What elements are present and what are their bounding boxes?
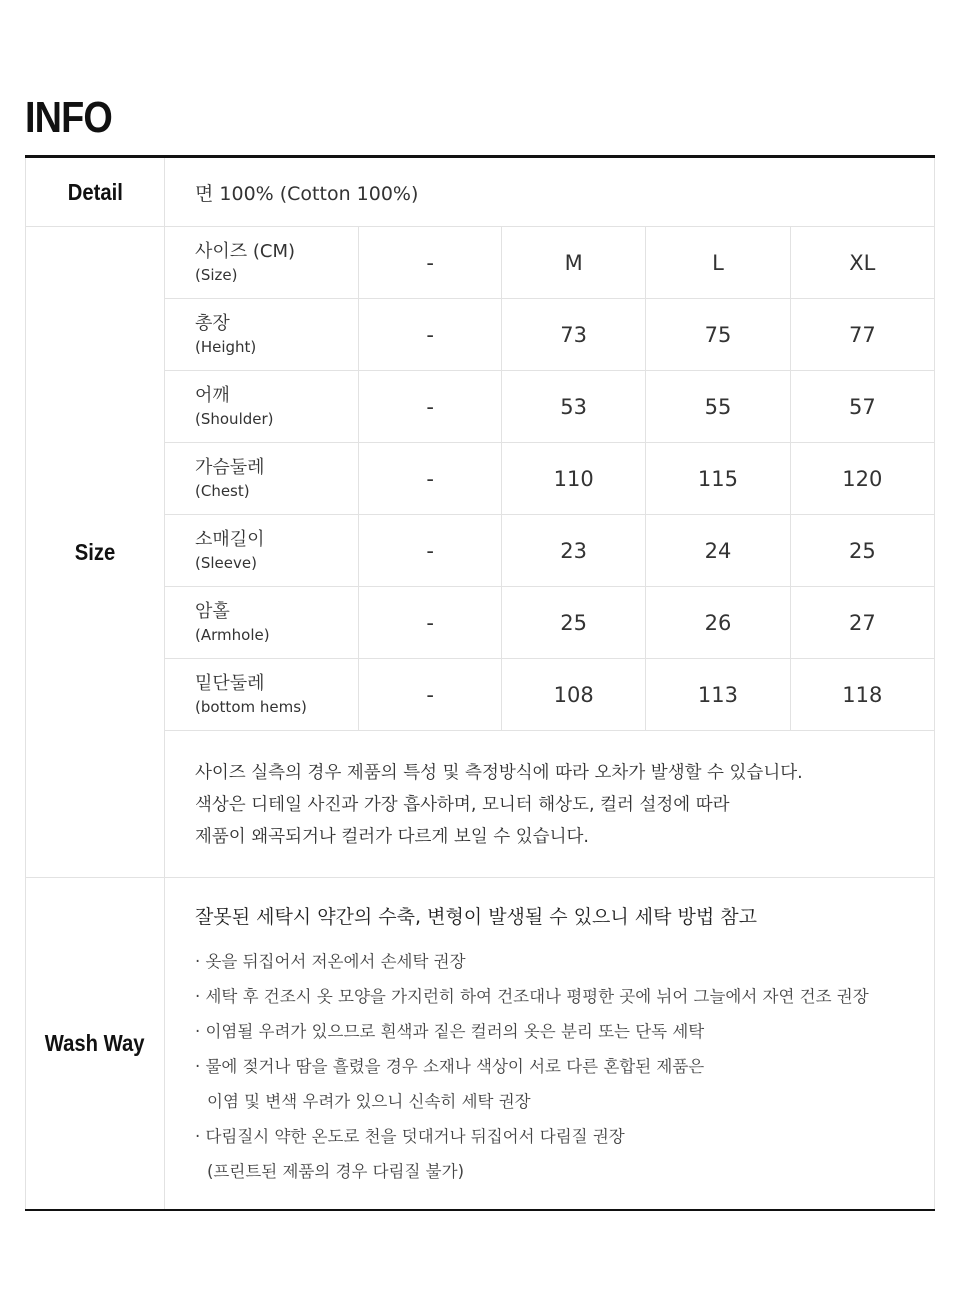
wash-item: 이염 및 변색 우려가 있으니 신속히 세탁 권장 [207,1092,531,1111]
detail-label: Detail [25,158,165,226]
measure-value: - [359,659,502,731]
measure-name: 소매길이 (Sleeve) [165,515,359,587]
measure-value: 77 [790,299,934,371]
wash-content [165,878,935,1209]
measure-value: 57 [790,371,934,443]
measure-name: 암홀 (Armhole) [165,587,359,659]
measure-value: - [359,515,502,587]
info-table [25,155,935,1211]
page-title: INFO [25,93,112,142]
measure-value: 75 [646,299,790,371]
table-row [165,299,934,371]
wash-instructions [165,878,934,1209]
size-row [25,227,935,878]
wash-item: · 다림질시 약한 온도로 천을 덧대거나 뒤집어서 다림질 권장 [195,1127,625,1146]
size-chart [165,227,934,731]
measure-value: 118 [790,659,934,731]
measure-value: 25 [501,587,645,659]
measure-value: 24 [646,515,790,587]
measure-value: 55 [646,371,790,443]
wash-item: (프린트된 제품의 경우 다림질 불가) [207,1162,464,1181]
measure-name: 가슴둘레 (Chest) [165,443,359,515]
size-header-col: XL [790,227,934,299]
wash-item: · 세탁 후 건조시 옷 모양을 가지런히 하여 건조대나 평평한 곳에 뉘어 그늘에서 자연 건조 권장 [195,987,869,1006]
size-content [165,227,935,877]
detail-row [25,158,935,227]
wash-label: Wash Way [25,878,165,1209]
measure-value: 120 [790,443,934,515]
size-label: Size [25,227,165,877]
size-note-line: 사이즈 실측의 경우 제품의 특성 및 측정방식에 따라 오차가 발생할 수 있습니다. [195,763,803,783]
wash-heading: 잘못된 세탁시 약간의 수축, 변형이 발생될 수 있으니 세탁 방법 참고 [195,906,757,928]
measure-name: 어깨 (Shoulder) [165,371,359,443]
measure-value: 110 [501,443,645,515]
measure-value: - [359,587,502,659]
size-header-col: L [646,227,790,299]
measure-value: 108 [501,659,645,731]
size-note-line: 색상은 디테일 사진과 가장 흡사하며, 모니터 해상도, 컬러 설정에 따라 [195,795,730,815]
measure-name: 총장 (Height) [165,299,359,371]
measure-value: 113 [646,659,790,731]
measure-value: 53 [501,371,645,443]
measure-value: 23 [501,515,645,587]
measure-value: 115 [646,443,790,515]
measure-value: 27 [790,587,934,659]
size-header-col: - [359,227,502,299]
measure-name: 밑단둘레 (bottom hems) [165,659,359,731]
detail-content [165,158,935,226]
measure-value: - [359,371,502,443]
measure-value: 26 [646,587,790,659]
table-row [165,443,934,515]
table-row [165,659,934,731]
size-header-row [165,227,934,299]
wash-item: · 물에 젖거나 땀을 흘렸을 경우 소재나 색상이 서로 다른 혼합된 제품은 [195,1057,705,1076]
table-row [165,371,934,443]
size-note-line: 제품이 왜곡되거나 컬러가 다르게 보일 수 있습니다. [195,827,589,847]
wash-item: · 옷을 뒤집어서 저온에서 손세탁 권장 [195,952,466,971]
wash-row [25,878,935,1209]
measure-value: 25 [790,515,934,587]
size-header-name: 사이즈 (CM) (Size) [165,227,359,299]
measure-value: - [359,443,502,515]
table-row [165,587,934,659]
size-header-col: M [501,227,645,299]
wash-item: · 이염될 우려가 있으므로 흰색과 짙은 컬러의 옷은 분리 또는 단독 세탁 [195,1022,705,1041]
size-note [165,731,934,877]
measure-value: 73 [501,299,645,371]
table-row [165,515,934,587]
measure-value: - [359,299,502,371]
detail-value: 면 100% (Cotton 100%) [195,182,419,205]
